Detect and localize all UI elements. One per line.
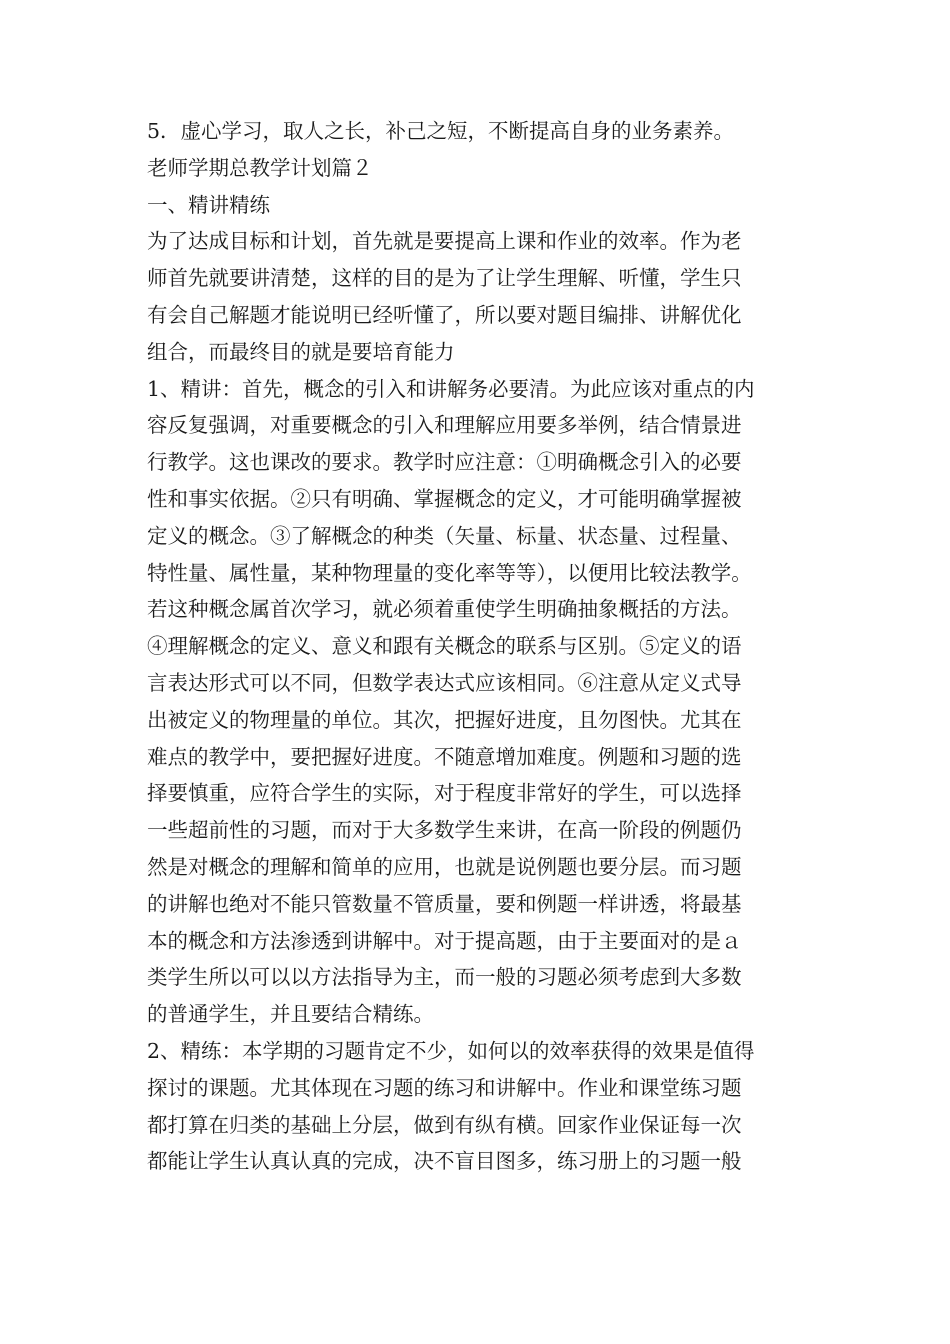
paragraph-line: 都能让学生认真认真的完成，决不盲目图多，练习册上的习题一般 [147,1149,742,1174]
paragraph-line: 探讨的课题。尤其体现在习题的练习和讲解中。作业和课堂练习题 [147,1075,742,1100]
paragraph-line: 本的概念和方法渗透到讲解中。对于提高题，由于主要面对的是ａ [147,928,742,953]
paragraph-line: 组合，而最终目的就是要培育能力 [147,339,455,364]
paragraph-line: 性和事实依据。②只有明确、掌握概念的定义，才可能明确掌握被 [147,486,742,511]
paragraph-line: 言表达形式可以不同，但数学表达式应该相同。⑥注意从定义式导 [147,670,742,695]
paragraph-line: 若这种概念属首次学习，就必须着重使学生明确抽象概括的方法。 [147,597,742,622]
heading-precise-teaching: 一、精讲精练 [147,192,270,217]
document-body [147,113,809,1180]
paragraph-line: 师首先就要讲清楚，这样的目的是为了让学生理解、听懂，学生只 [147,266,742,291]
paragraph-line: 择要慎重，应符合学生的实际，对于程度非常好的学生，可以选择 [147,781,742,806]
paragraph-line: 2、精练：本学期的习题肯定不少，如何以的效率获得的效果是值得 [147,1038,755,1063]
paragraph-line: 为了达成目标和计划，首先就是要提高上课和作业的效率。作为老 [147,229,742,254]
paragraph-line: 类学生所以可以以方法指导为主，而一般的习题必须考虑到大多数 [147,965,742,990]
paragraph-line: 一些超前性的习题，而对于大多数学生来讲，在高一阶段的例题仍 [147,818,742,843]
paragraph-line: 1、精讲：首先，概念的引入和讲解务必要清。为此应该对重点的内 [147,376,755,401]
paragraph-line: 有会自己解题才能说明已经听懂了，所以要对题目编排、讲解优化 [147,302,742,327]
paragraph-line: 容反复强调，对重要概念的引入和理解应用要多举例，结合情景进 [147,413,742,438]
paragraph-line: 都打算在归类的基础上分层，做到有纵有横。回家作业保证每一次 [147,1112,742,1137]
paragraph-line: 出被定义的物理量的单位。其次，把握好进度，且勿图快。尤其在 [147,707,742,732]
paragraph-line: 难点的教学中，要把握好进度。不随意增加难度。例题和习题的选 [147,744,742,769]
paragraph-line: 然是对概念的理解和简单的应用，也就是说例题也要分层。而习题 [147,854,742,879]
paragraph-line: 的讲解也绝对不能只管数量不管质量，要和例题一样讲透，将最基 [147,891,742,916]
paragraph-line: 行教学。这也课改的要求。教学时应注意：①明确概念引入的必要 [147,450,742,475]
paragraph-line: 的普通学生，并且要结合精练。 [147,1002,434,1027]
paragraph-line: 特性量、属性量，某种物理量的变化率等等），以便用比较法教学。 [147,560,752,585]
text-line-improve-quality: 5．虚心学习，取人之长，补己之短，不断提高自身的业务素养。 [147,119,735,143]
section-title-plan-2: 老师学期总教学计划篇２ [147,155,373,180]
paragraph-line: 定义的概念。③了解概念的种类（矢量、标量、状态量、过程量、 [147,523,742,548]
paragraph-line: ④理解概念的定义、意义和跟有关概念的联系与区别。⑤定义的语 [147,634,742,659]
